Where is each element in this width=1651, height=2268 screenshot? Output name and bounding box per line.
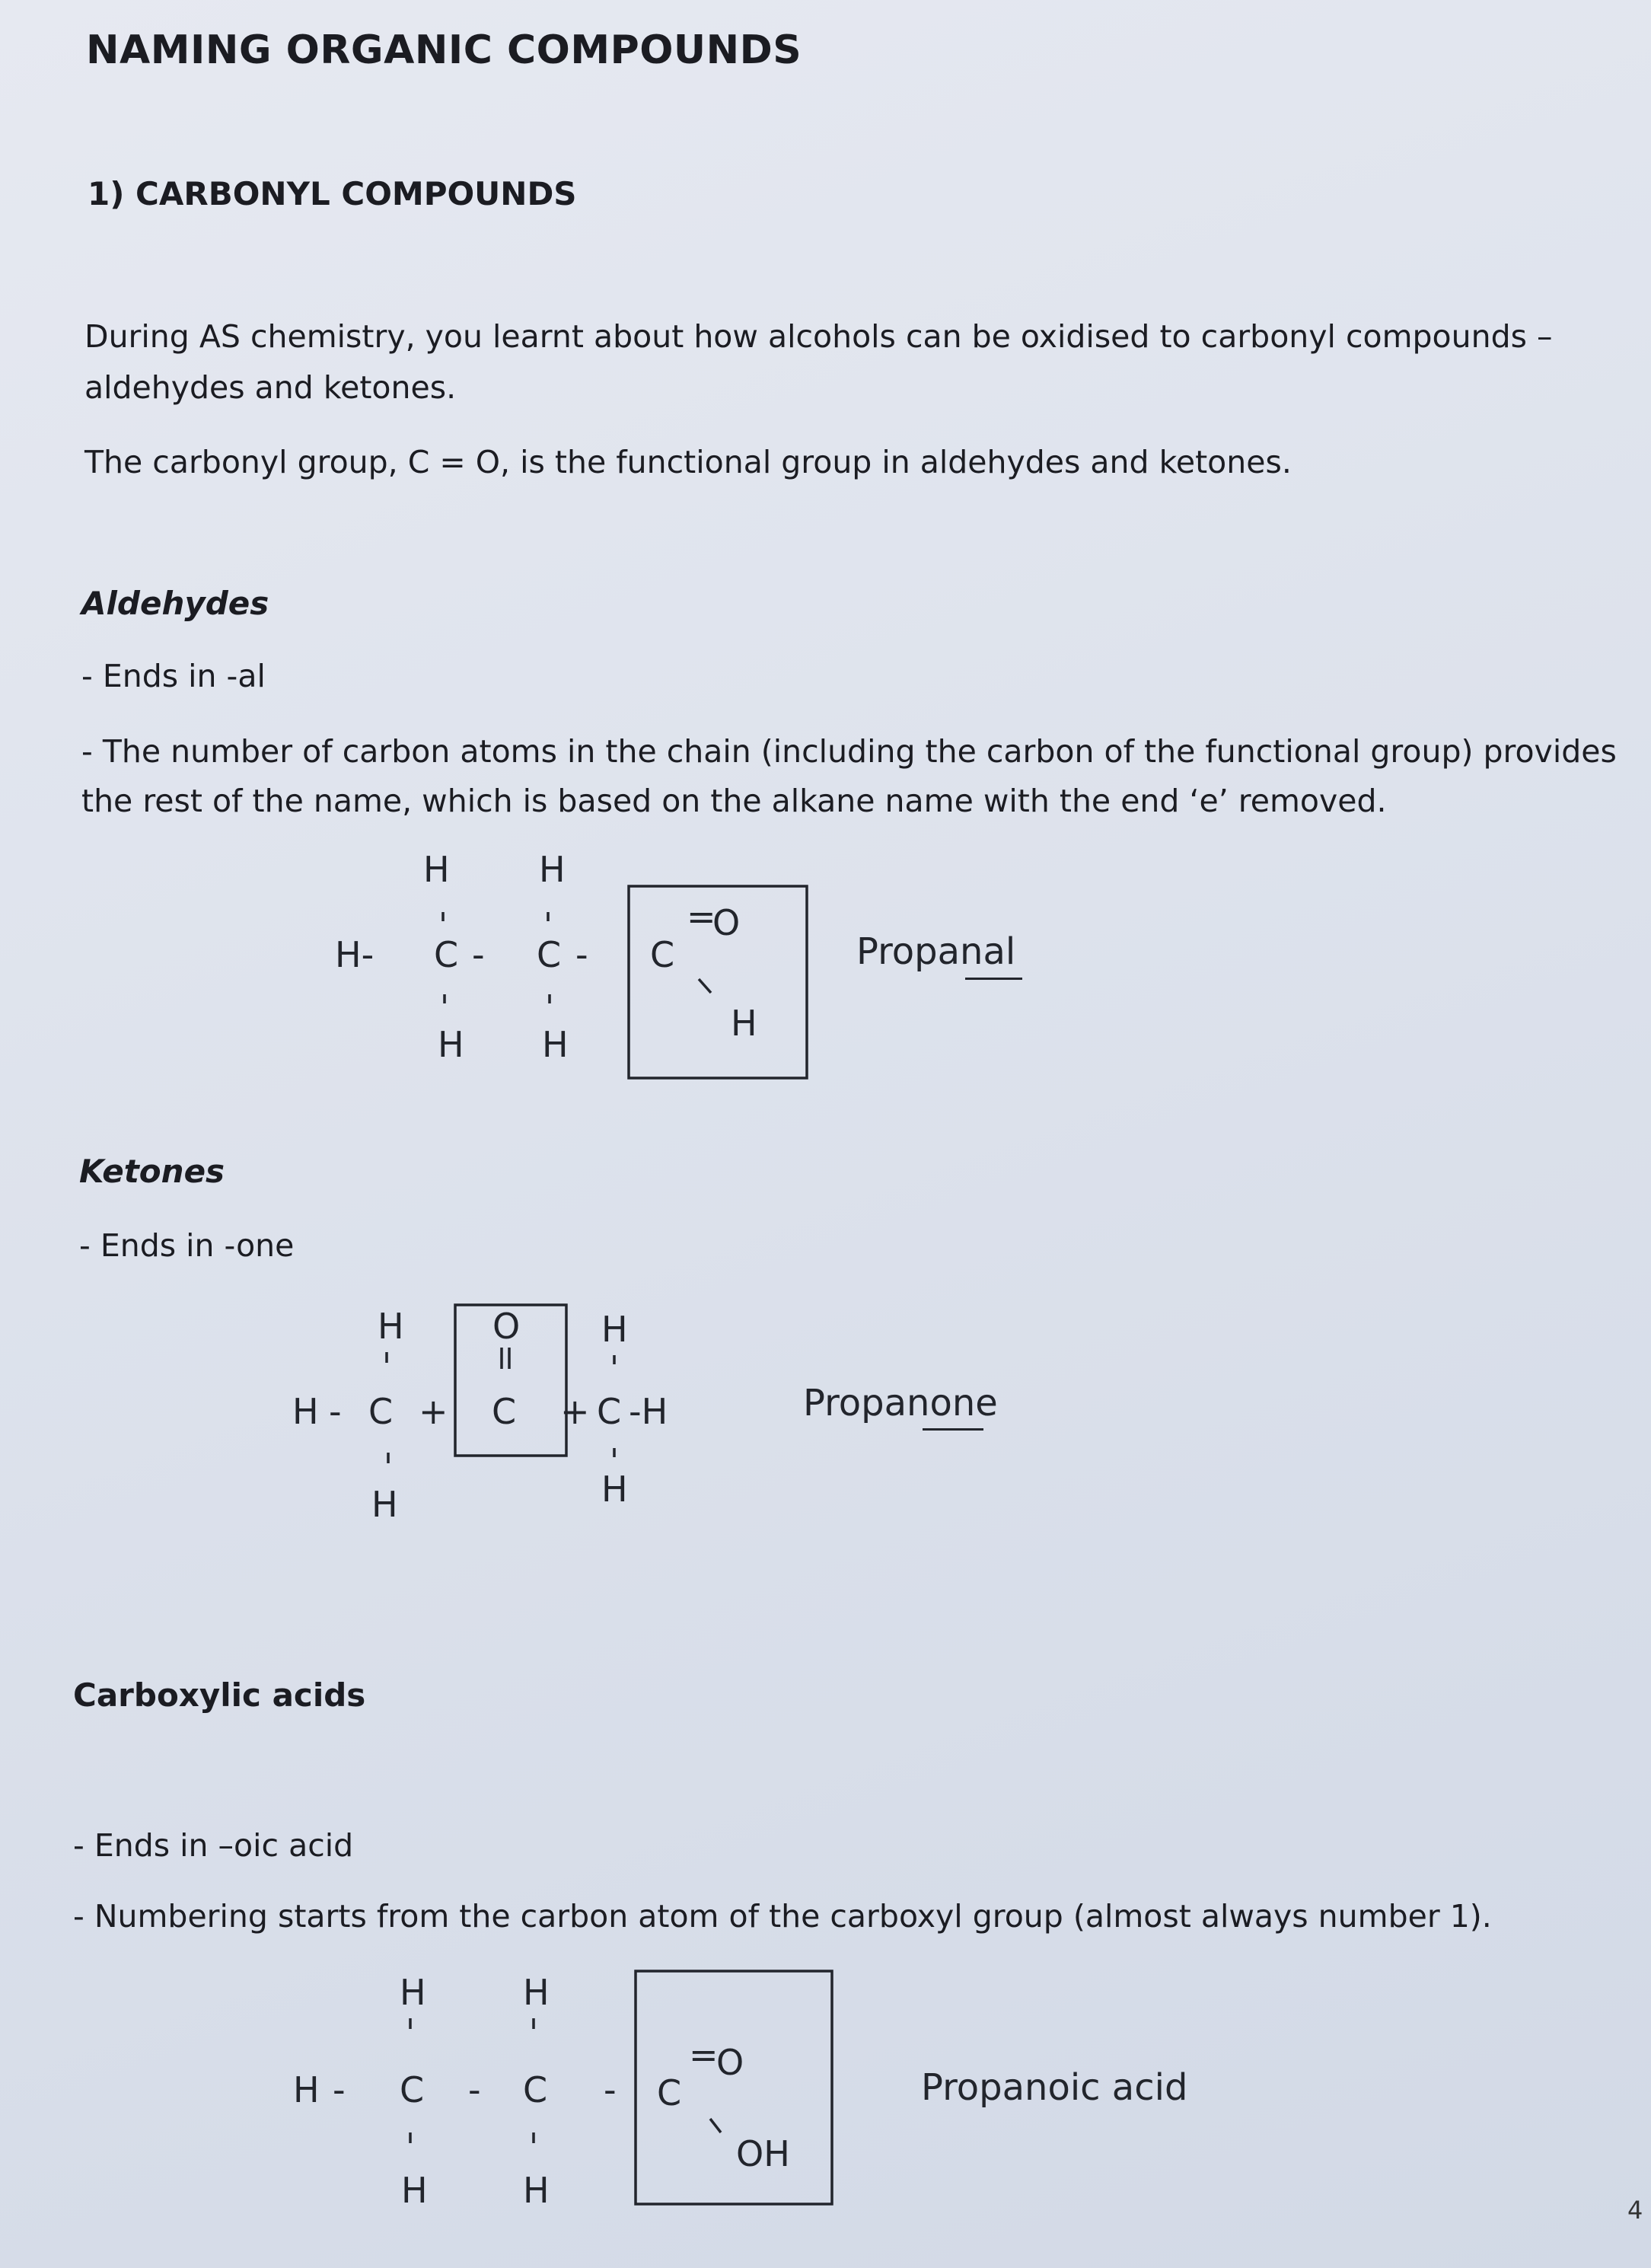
intro-line-2: aldehydes and ketones.	[84, 369, 457, 406]
atom-h: H	[400, 1972, 426, 2013]
propanoic-acid-structure	[285, 1960, 849, 2219]
page-title: NAMING ORGANIC COMPOUNDS	[86, 27, 802, 73]
aldehydes-rule-chain-1: - The number of carbon atoms in the chain (including the carbon of the functional group) provides	[81, 733, 1617, 770]
svg-text:-: -	[329, 1391, 342, 1432]
atom-h: H	[731, 1003, 757, 1044]
aldehydes-heading: Aldehydes	[81, 585, 269, 622]
suffix-underline	[965, 978, 1022, 980]
atom-h: H	[601, 1469, 628, 1510]
propanal-structure	[320, 845, 822, 1081]
atom-h: H	[292, 1391, 319, 1432]
atom-h: H	[401, 2170, 428, 2211]
atom-c: C	[523, 2069, 548, 2110]
propanone-name: Propanone	[803, 1382, 998, 1424]
carboxylic-rule-ending: - Ends in –oic acid	[73, 1827, 354, 1864]
carboxylic-acids-heading: Carboxylic acids	[73, 1676, 366, 1714]
atom-c: C	[657, 2072, 682, 2113]
aldehydes-rule-ending: - Ends in -al	[81, 658, 266, 694]
carbonyl-definition: The carbonyl group, C = O, is the functional group in aldehydes and ketones.	[84, 444, 1292, 480]
atom-o: O	[716, 2042, 744, 2083]
svg-text:+: +	[560, 1391, 590, 1432]
atom-oh: OH	[736, 2133, 790, 2174]
atom-o: O	[712, 902, 741, 943]
atom-h: H	[371, 1484, 398, 1525]
svg-text:-: -	[333, 2069, 346, 2110]
aldehydes-rule-chain-2: the rest of the name, which is based on the alkane name with the end ‘e’ removed.	[81, 783, 1387, 819]
svg-text:-: -	[468, 2069, 481, 2110]
svg-text:=: =	[687, 896, 716, 937]
atom-o: O	[492, 1306, 521, 1347]
svg-text:-: -	[472, 934, 485, 975]
ketones-rule-ending: - Ends in -one	[79, 1227, 295, 1264]
atom-c: C	[537, 934, 562, 975]
svg-text:-: -	[575, 934, 588, 975]
atom-h: H	[601, 1309, 628, 1350]
ketones-heading: Ketones	[79, 1153, 225, 1190]
atom-c: C	[650, 934, 675, 975]
atom-c: C	[368, 1391, 394, 1432]
atom-h: H	[542, 1024, 569, 1065]
atom-c: C	[434, 934, 459, 975]
svg-text:-H: -H	[629, 1391, 668, 1432]
propanoic-acid-name: Propanoic acid	[921, 2066, 1188, 2109]
suffix-underline	[923, 1428, 983, 1431]
atom-c: C	[492, 1391, 517, 1432]
atom-h: H	[423, 849, 450, 890]
atom-h: H-	[335, 934, 375, 975]
propanone-structure	[282, 1294, 738, 1538]
svg-text:=: =	[689, 2034, 719, 2075]
atom-h: H	[523, 1972, 550, 2013]
intro-line-1: During AS chemistry, you learnt about how alcohols can be oxidised to carbonyl compounds –	[84, 318, 1553, 355]
carboxylic-rule-numbering: - Numbering starts from the carbon atom of the carboxyl group (almost always number 1).	[73, 1898, 1492, 1935]
svg-text:-: -	[604, 2069, 617, 2110]
section-heading: 1) CARBONYL COMPOUNDS	[88, 175, 577, 212]
svg-text:+: +	[419, 1391, 448, 1432]
atom-h: H	[523, 2170, 550, 2211]
atom-c: C	[597, 1391, 622, 1432]
atom-h: H	[539, 849, 566, 890]
atom-h: H	[438, 1024, 464, 1065]
atom-h: H	[293, 2069, 320, 2110]
atom-c: C	[400, 2069, 425, 2110]
atom-h: H	[378, 1306, 404, 1347]
page-number: 4	[1627, 2196, 1643, 2225]
propanal-name: Propanal	[856, 930, 1016, 973]
